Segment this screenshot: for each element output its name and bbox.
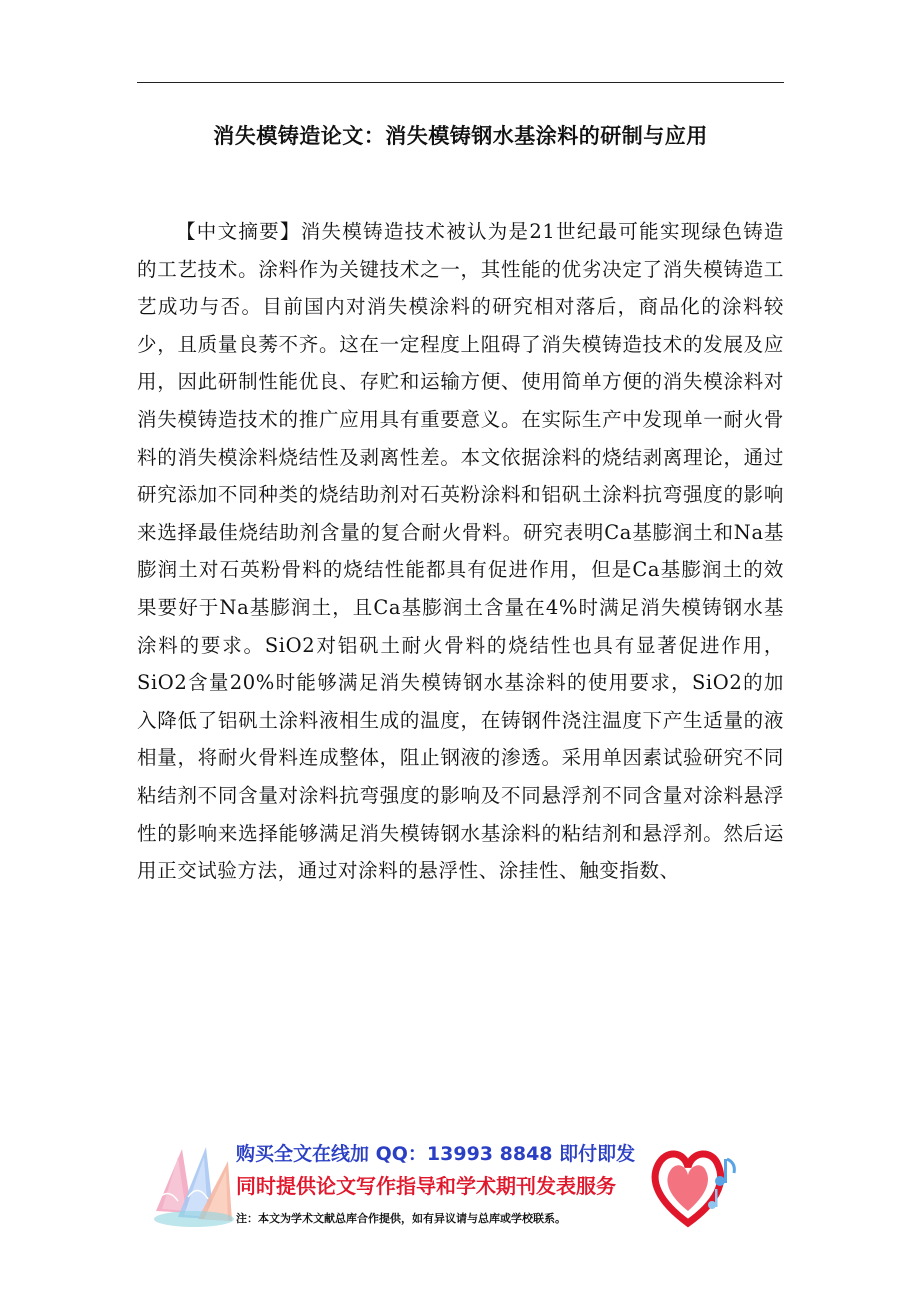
heart-music-icon xyxy=(648,1141,740,1229)
abstract-paragraph: 【中文摘要】消失模铸造技术被认为是21世纪最可能实现绿色铸造的工艺技术。涂料作为关键技术之一，其性能的优劣决定了消失模铸造工艺成功与否。目前国内对消失模涂料的研究相对落后，商品化的涂料较少，且质量良莠不齐。这在一定程度上阻碍了消失模铸造技术的发展及应用，因此研制性能优良、存贮和运输方便、使用简单方便的消失模涂料对消失模铸造技术的推广应用具有重要意义。在实际生产中发现单一耐火骨料的消失模涂料烧结性及剥离性差。本文依据涂料的烧结剥离理论，通过研究添加不同种类的烧结助剂对石英粉涂料和铝矾土涂料抗弯强度的影响来选择最佳烧结助剂含量的复合耐火骨料。研究表明Ca基膨润土和Na基膨润土对石英粉骨料的烧结性能都具有促进作用，但是Ca基膨润土的效果要好于Na基膨润土，且Ca基膨润土含量在4%时满足消失模铸钢水基涂料的要求。SiO2对铝矾土耐火骨料的烧结性也具有显著促进作用，SiO2含量20%时能够满足消失模铸钢水基涂料的使用要求，SiO2的加入降低了铝矾土涂料液相生成的温度，在铸钢件浇注温度下产生适量的液相量，将耐火骨料连成整体，阻止钢液的渗透。采用单因素试验研究不同粘结剂不同含量对涂料抗弯强度的影响及不同悬浮剂不同含量对涂料悬浮性的影响来选择能够满足消失模铸钢水基涂料的粘结剂和悬浮剂。然后运用正交试验方法，通过对涂料的悬浮性、涂挂性、触变指数、 xyxy=(137,220,784,883)
banner-disclaimer: 注：本文为学术文献总库合作提供，如有异议请与总库或学校联系。 xyxy=(236,1212,566,1225)
banner-service-text[interactable]: 同时提供论文写作指导和学术期刊发表服务 xyxy=(236,1174,616,1198)
seashell-icon xyxy=(148,1139,240,1229)
document-title: 消失模铸造论文：消失模铸钢水基涂料的研制与应用 xyxy=(213,124,708,148)
banner-purchase-text[interactable]: 购买全文在线加 QQ：13993 8848 即付即发 xyxy=(236,1143,636,1165)
header-rule xyxy=(137,82,784,83)
purchase-banner[interactable] xyxy=(148,1133,748,1233)
